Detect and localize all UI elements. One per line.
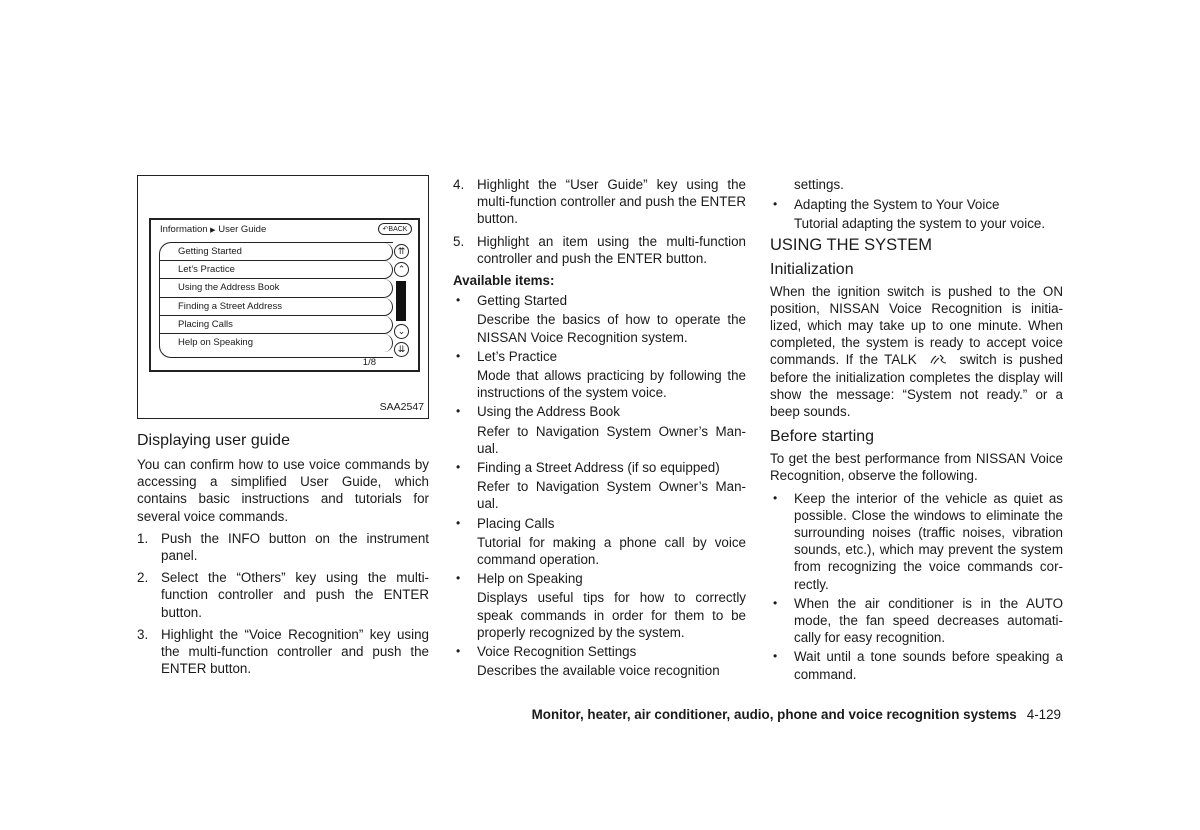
menu-item-address-book: Using the Address Book xyxy=(160,279,393,297)
scrollbar-thumb xyxy=(396,281,406,321)
screen-breadcrumb xyxy=(160,224,266,237)
list-item xyxy=(137,530,429,564)
menu-item-placing-calls: Placing Calls xyxy=(160,316,393,334)
menu-item-help-speaking: Help on Speaking xyxy=(160,334,393,352)
item-title: Placing Calls xyxy=(477,515,555,531)
section-heading-displaying-user-guide: Displaying user guide xyxy=(137,432,290,449)
step-text: Highlight an item using the multi-function controller and push the ENTER button. xyxy=(477,233,746,266)
step-text: Push the INFO button on the instrument panel. xyxy=(161,530,429,564)
steps-list xyxy=(137,530,429,678)
item-title: Help on Speaking xyxy=(477,571,583,587)
back-arrow-icon: ↶ xyxy=(382,226,389,233)
item-title: Getting Started xyxy=(477,293,568,309)
step-number: 5. xyxy=(453,233,465,249)
list-item xyxy=(453,292,746,309)
section-heading-using-the-system: USING THE SYSTEM xyxy=(770,235,932,254)
step-text: Select the “Others” key using the multi-function controller and push the ENTER button. xyxy=(161,570,429,620)
list-item xyxy=(453,176,746,228)
step-text: Highlight the “User Guide” key using the multi-function controller and push the ENTER button. xyxy=(477,177,746,227)
before-starting-paragraph: To get the best performance from NISSAN Voice Recognition, observe the following. xyxy=(770,451,1063,484)
item-description: Displays useful tips for how to correctly speak commands in order for them to be properly recognized by the system. xyxy=(477,590,746,640)
step-number: 4. xyxy=(453,177,465,192)
list-item xyxy=(137,626,429,678)
column-1 xyxy=(137,431,429,677)
column-2 xyxy=(453,176,746,679)
scroll-top-icon: ⇈ xyxy=(394,244,409,259)
display-screen xyxy=(149,218,420,372)
footer-title: Monitor, heater, air conditioner, audio, phone and voice recognition systems xyxy=(531,707,1017,722)
item-description: Refer to Navigation System Owner’s Man-ual. xyxy=(477,479,746,512)
list-item xyxy=(453,233,746,267)
item-title: Finding a Street Address (if so equipped) xyxy=(477,460,720,476)
continued-text: settings. xyxy=(794,177,844,192)
item-title: Voice Recognition Settings xyxy=(477,644,637,660)
item-description: Mode that allows practicing by following the instructions of the system voice. xyxy=(477,368,746,401)
step-number: 2. xyxy=(137,570,149,586)
list-item xyxy=(770,490,1063,593)
intro-paragraph: You can confirm how to use voice commands by accessing a simplified User Guide, which contains basic instructions and tutorials for several voice commands. xyxy=(137,457,429,524)
list-item xyxy=(453,348,746,365)
item-title: Adapting the System to Your Voice xyxy=(794,197,1000,213)
item-description: Describes the available voice recognition xyxy=(477,663,720,679)
scroll-up-icon: ⌃ xyxy=(394,262,409,277)
item-description: Tutorial for making a phone call by voice command operation. xyxy=(477,534,746,568)
back-button xyxy=(378,223,412,235)
page-number: 4-129 xyxy=(1026,707,1061,722)
breadcrumb-information: Information xyxy=(160,224,208,235)
back-label: BACK xyxy=(388,226,408,233)
subheading-initialization: Initialization xyxy=(770,260,854,278)
page-footer xyxy=(532,706,1061,723)
scroll-controls xyxy=(392,242,412,362)
item-title: Using the Address Book xyxy=(477,404,620,420)
step-number: 3. xyxy=(137,626,149,642)
step-number: 1. xyxy=(137,530,149,546)
scroll-bottom-icon: ⇊ xyxy=(394,342,409,357)
item-title: Let’s Practice xyxy=(477,348,558,364)
menu-item-street-address: Finding a Street Address xyxy=(160,298,393,316)
step-text: Highlight the “Voice Recognition” key using the multi-function controller and push the ENTER button. xyxy=(161,626,429,677)
init-text-1: When the ignition switch is pushed to the ON position, NISSAN Voice Recognition is initia-lized, which may take up to one minute. When completed, the system is ready to accept voice commands. If the TALK xyxy=(770,283,1063,368)
available-items-heading: Available items: xyxy=(453,273,555,289)
user-guide-menu xyxy=(159,242,393,358)
list-item xyxy=(453,643,746,660)
bullet-text: Keep the interior of the vehicle as quiet as possible. Close the windows to eliminate the surrounding noises (traffic noises, vibration sounds, etc.), which may prevent the system from recognizing the voice commands cor-rectly. xyxy=(794,490,1063,592)
bullet-text: Wait until a tone sounds before speaking a command. xyxy=(794,649,1063,682)
menu-item-getting-started: Getting Started xyxy=(160,243,393,261)
item-description: Describe the basics of how to operate the NISSAN Voice Recognition system. xyxy=(477,312,746,345)
list-item xyxy=(770,196,1063,213)
list-item xyxy=(453,459,746,476)
menu-item-lets-practice: Let’s Practice xyxy=(160,261,393,279)
breadcrumb-user-guide: User Guide xyxy=(218,224,267,235)
list-item xyxy=(137,569,429,621)
screen-illustration xyxy=(137,175,429,419)
list-item xyxy=(770,648,1063,682)
page-indicator: 1/8 xyxy=(362,357,376,368)
figure-label: SAA2547 xyxy=(379,401,424,413)
talk-switch-icon xyxy=(927,352,949,366)
list-item xyxy=(453,515,746,532)
item-description: Refer to Navigation System Owner’s Man-ual. xyxy=(477,423,746,456)
bullet-text: When the air conditioner is in the AUTO mode, the fan speed decreases automati-cally for easy recognition. xyxy=(794,595,1063,646)
item-description: Tutorial adapting the system to your voice. xyxy=(794,216,1046,232)
scroll-down-icon: ⌄ xyxy=(394,324,409,339)
list-item xyxy=(453,570,746,587)
list-item xyxy=(453,403,746,420)
breadcrumb-arrow-icon: ▶ xyxy=(210,227,216,234)
init-text-2: switch is pushed before the initialization completes the display will show the message: “System not ready.” or a beep sounds. xyxy=(770,352,1063,420)
list-item xyxy=(770,595,1063,647)
initialization-paragraph xyxy=(770,283,1063,421)
column-3 xyxy=(770,176,1063,683)
steps-list-continued xyxy=(453,176,746,267)
subheading-before-starting: Before starting xyxy=(770,428,875,446)
